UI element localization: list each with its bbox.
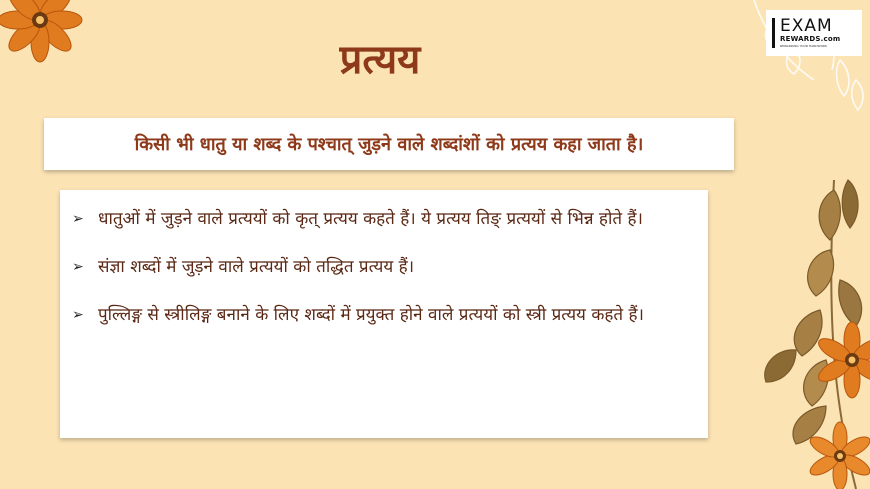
logo-text-group bbox=[780, 17, 840, 49]
examrewards-logo bbox=[766, 10, 862, 56]
logo-subtitle: REWARDS.com bbox=[780, 35, 841, 43]
point-text: संज्ञा शब्दों में जुड़ने वाले प्रत्ययों को तद्धित प्रत्यय हैं। bbox=[98, 257, 415, 277]
leaf-branch-icon bbox=[756, 170, 870, 489]
point-text: पुल्लिङ्ग से स्त्रीलिङ्ग बनाने के लिए शब्दों में प्रयुक्त होने वाले प्रत्ययों को स्त्री प्रत्यय कहते हैं। bbox=[98, 305, 644, 325]
point-text: धातुओं में जुड़ने वाले प्रत्ययों को कृत् प्रत्यय कहते हैं। ये प्रत्यय तिङ् प्रत्ययों से भिन्न होते हैं। bbox=[98, 209, 643, 229]
list-item bbox=[72, 248, 694, 286]
points-list bbox=[72, 200, 694, 334]
arrow-bullet-icon: ➢ bbox=[72, 211, 84, 227]
list-item bbox=[72, 296, 694, 334]
arrow-bullet-icon: ➢ bbox=[72, 259, 84, 275]
list-item bbox=[72, 200, 694, 238]
definition-box bbox=[44, 118, 734, 170]
logo-tagline: REWARDING YOUR HARDWORK bbox=[780, 44, 827, 48]
points-box bbox=[60, 190, 708, 438]
definition-text: किसी भी धातु या शब्द के पश्चात् जुड़ने वाले शब्दांशों को प्रत्यय कहा जाता है। bbox=[134, 134, 644, 155]
logo-bar bbox=[772, 18, 775, 48]
logo-word: EXAM bbox=[780, 16, 833, 36]
arrow-bullet-icon: ➢ bbox=[72, 307, 84, 323]
slide-title: प्रत्यय bbox=[339, 36, 421, 83]
